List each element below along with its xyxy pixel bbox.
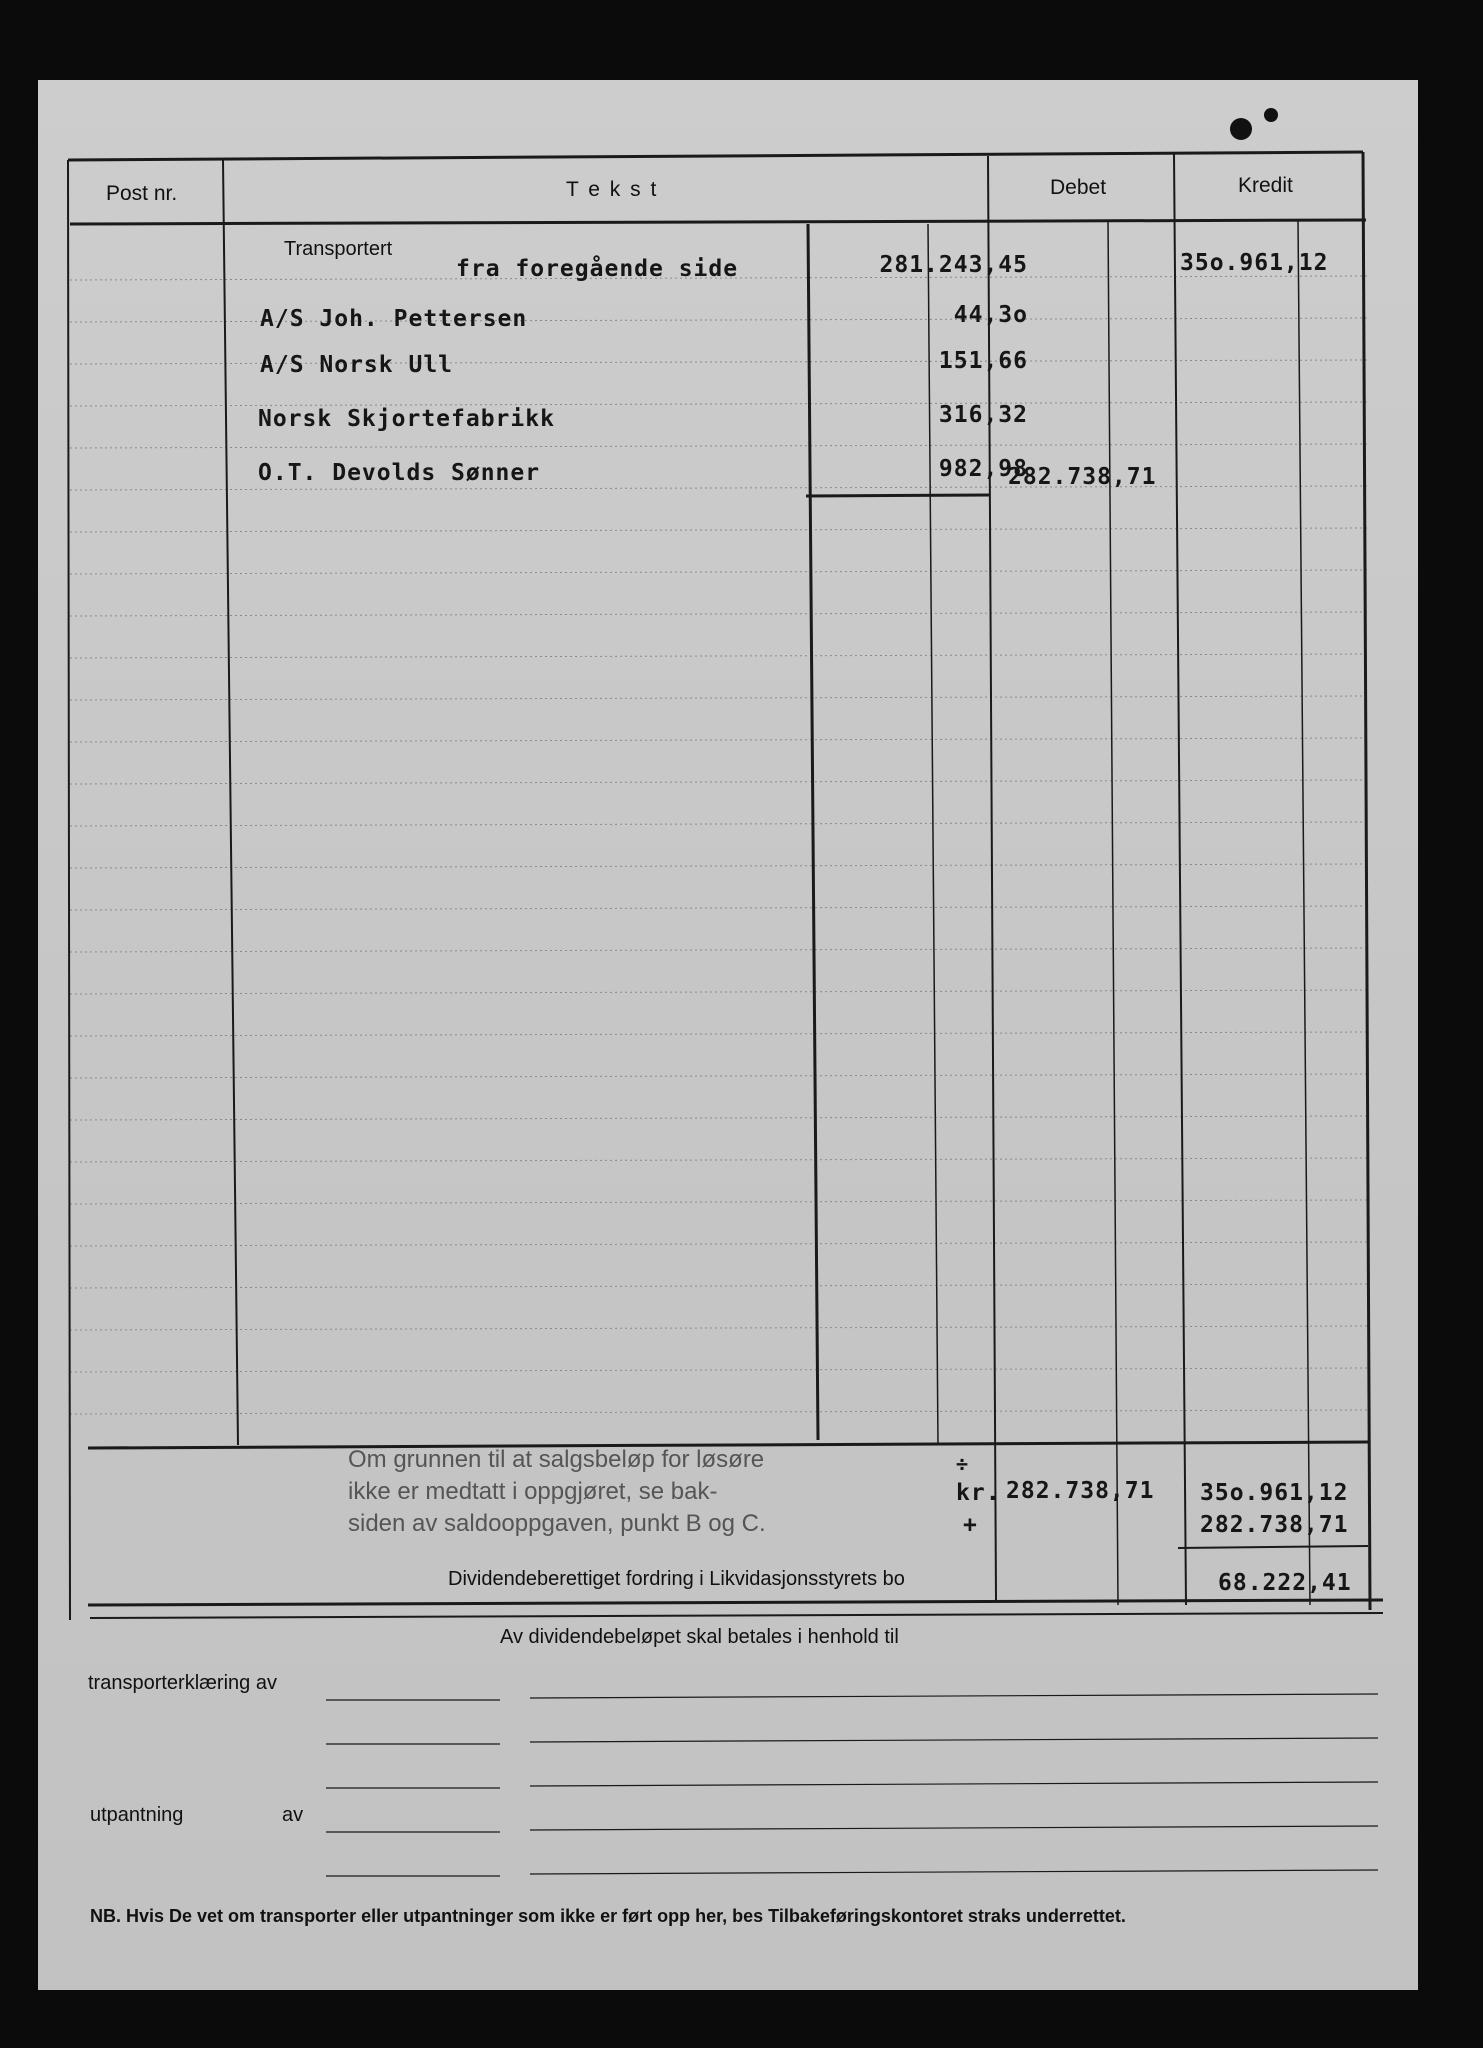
plus-sign: + — [963, 1512, 978, 1538]
ruling-line — [70, 486, 1368, 490]
header-tekst: T e k s t — [566, 178, 659, 201]
entry-name: O.T. Devolds Sønner — [258, 460, 541, 486]
ruling-line — [70, 654, 1368, 658]
entry-amount: 151,66 — [938, 348, 1028, 374]
ruling-line — [70, 948, 1368, 952]
ruling-line — [70, 1074, 1368, 1078]
ruling-line — [70, 612, 1368, 616]
debet-total: 282.738,71 — [1008, 464, 1157, 490]
ruling-line — [70, 1368, 1368, 1372]
dividend-amount: 68.222,41 — [1218, 1570, 1352, 1596]
header-debet: Debet — [1050, 176, 1107, 199]
transport-label: Transportert — [284, 238, 393, 260]
header-kredit: Kredit — [1238, 174, 1293, 197]
ledger-grid — [38, 80, 1418, 1990]
ruling-line — [70, 990, 1368, 994]
ruling-line — [70, 1200, 1368, 1204]
ruling-line — [70, 864, 1368, 868]
transport-kredit: 35o.961,12 — [1180, 250, 1329, 276]
note-line-1: Om grunnen til at salgsbeløp for løsøre — [348, 1446, 765, 1473]
transport-declaration-label: transporterklæring av — [88, 1672, 277, 1694]
utpantning-label: utpantning — [90, 1804, 184, 1826]
summary-kredit-1: 35o.961,12 — [1200, 1480, 1349, 1506]
payment-heading: Av dividendebeløpet skal betales i henhold til — [500, 1626, 899, 1648]
ruling-line — [70, 1326, 1368, 1330]
entry-name: A/S Norsk Ull — [260, 352, 454, 378]
ruling-line — [70, 738, 1368, 742]
ruling-line — [70, 1410, 1368, 1414]
summary-kredit-2: 282.738,71 — [1200, 1512, 1349, 1538]
ruling-line — [70, 1284, 1368, 1288]
document-page — [38, 80, 1418, 1990]
ruling-line — [70, 696, 1368, 700]
ruling-line — [70, 444, 1368, 448]
entry-name: A/S Joh. Pettersen — [260, 306, 528, 332]
ruling-line — [70, 1242, 1368, 1246]
ink-blot — [1264, 108, 1278, 122]
entry-amount: 982,98 — [938, 456, 1028, 482]
entry-amount: 316,32 — [938, 402, 1028, 428]
av-label: av — [282, 1804, 304, 1826]
entry-amount: 44,3o — [953, 302, 1028, 328]
ruling-line — [70, 570, 1368, 574]
ruling-line — [70, 822, 1368, 826]
dividend-label: Dividendeberettiget fordring i Likvidasjonsstyrets bo — [448, 1568, 905, 1590]
ink-blot — [1230, 118, 1252, 140]
entry-name: Norsk Skjortefabrikk — [258, 406, 555, 432]
division-sign: ÷ — [956, 1452, 970, 1476]
ruling-line — [70, 780, 1368, 784]
ruling-line — [70, 1158, 1368, 1162]
ruling-line — [70, 1116, 1368, 1120]
ruling-line — [70, 528, 1368, 532]
kr-label: kr. — [956, 1480, 1001, 1506]
header-post-nr: Post nr. — [106, 182, 178, 205]
ruling-line — [70, 1032, 1368, 1036]
transport-from-label: fra foregående side — [456, 256, 739, 282]
note-line-3: siden av saldooppgaven, punkt B og C. — [348, 1510, 766, 1537]
transport-amount: 281.243,45 — [879, 252, 1028, 278]
ruling-line — [70, 906, 1368, 910]
note-line-2: ikke er medtatt i oppgjøret, se bak- — [348, 1478, 718, 1505]
footer-note: NB. Hvis De vet om transporter eller utpantninger som ikke er ført opp her, bes Tilbakeføringskontoret straks underrettet. — [90, 1906, 1126, 1926]
summary-debet: 282.738,71 — [1006, 1478, 1155, 1504]
